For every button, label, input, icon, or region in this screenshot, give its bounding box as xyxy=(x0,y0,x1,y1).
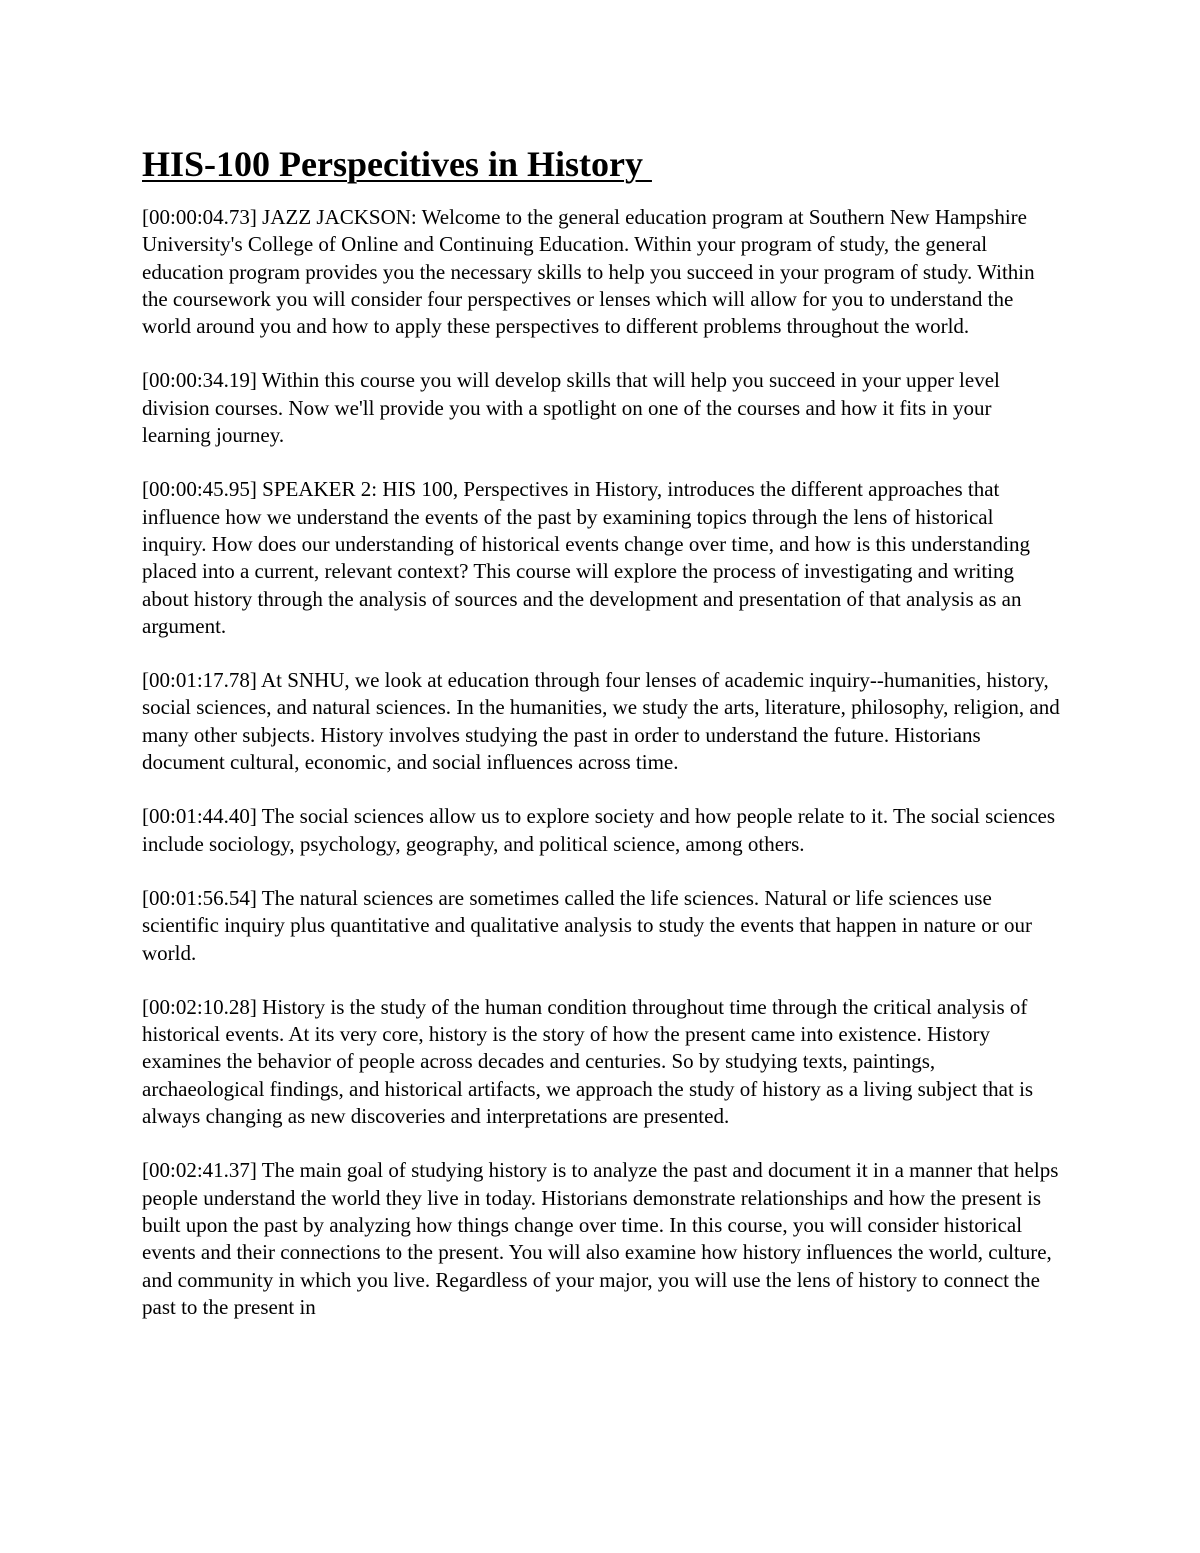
transcript-paragraph-1: [00:00:04.73] JAZZ JACKSON: Welcome to the general education program at Southern New Hampshire University's College of Online and Continuing Education. Within your program of study, the general education program provides you the necessary skills to help you succeed in your program of study. Within the coursework you will consider four perspectives or lenses which will allow for you to understand the world around you and how to apply these perspectives to different problems throughout the world. xyxy=(142,205,1035,339)
transcript-paragraph-8: [00:02:41.37] The main goal of studying history is to analyze the past and document it in a manner that helps people understand the world they live in today. Historians demonstrate relationships and how the present is built upon the past by analyzing how things change over time. In this course, you will consider historical events and their connections to the present. You will also examine how history influences the world, culture, and community in which you live. Regardless of your major, you will use the lens of history to connect the past to the present in xyxy=(142,1158,1059,1319)
transcript-paragraph-4: [00:01:17.78] At SNHU, we look at education through four lenses of academic inquiry--humanities, history, social sciences, and natural sciences. In the humanities, we study the arts, literature, philosophy, religion, and many other subjects. History involves studying the past in order to understand the future. Historians document cultural, economic, and social influences across time. xyxy=(142,668,1060,775)
transcript-paragraph-6: [00:01:56.54] The natural sciences are sometimes called the life sciences. Natural or life sciences use scientific inquiry plus quantitative and qualitative analysis to study the events that happen in nature or our world. xyxy=(142,885,1032,965)
transcript-paragraph-7: [00:02:10.28] History is the study of the human condition throughout time through the critical analysis of historical events. At its very core, history is the story of how the present came into existence. History examines the behavior of people across decades and centuries. So by studying texts, paintings, archaeological findings, and historical artifacts, we approach the study of history as a living subject that is always changing as new discoveries and interpretations are presented. xyxy=(142,994,1034,1129)
document-title: HIS-100 Perspecitives in History xyxy=(142,144,652,184)
document-page xyxy=(142,140,1062,1348)
transcript-paragraph-3: [00:00:45.95] SPEAKER 2: HIS 100, Perspectives in History, introduces the different approaches that influence how we understand the events of the past by examining topics through the lens of historical inquiry. How does our understanding of historical events change over time, and how is this understanding placed into a current, relevant context? This course will explore the process of investigating and writing about history through the analysis of sources and the development and presentation of that analysis as an argument. xyxy=(142,477,1031,638)
transcript-paragraph-5: [00:01:44.40] The social sciences allow us to explore society and how people relate to it. The social sciences include sociology, psychology, geography, and political science, among others. xyxy=(142,804,1056,856)
transcript-paragraph-2: [00:00:34.19] Within this course you will develop skills that will help you succeed in your upper level division courses. Now we'll provide you with a spotlight on one of the courses and how it fits in your learning journey. xyxy=(142,368,1000,448)
